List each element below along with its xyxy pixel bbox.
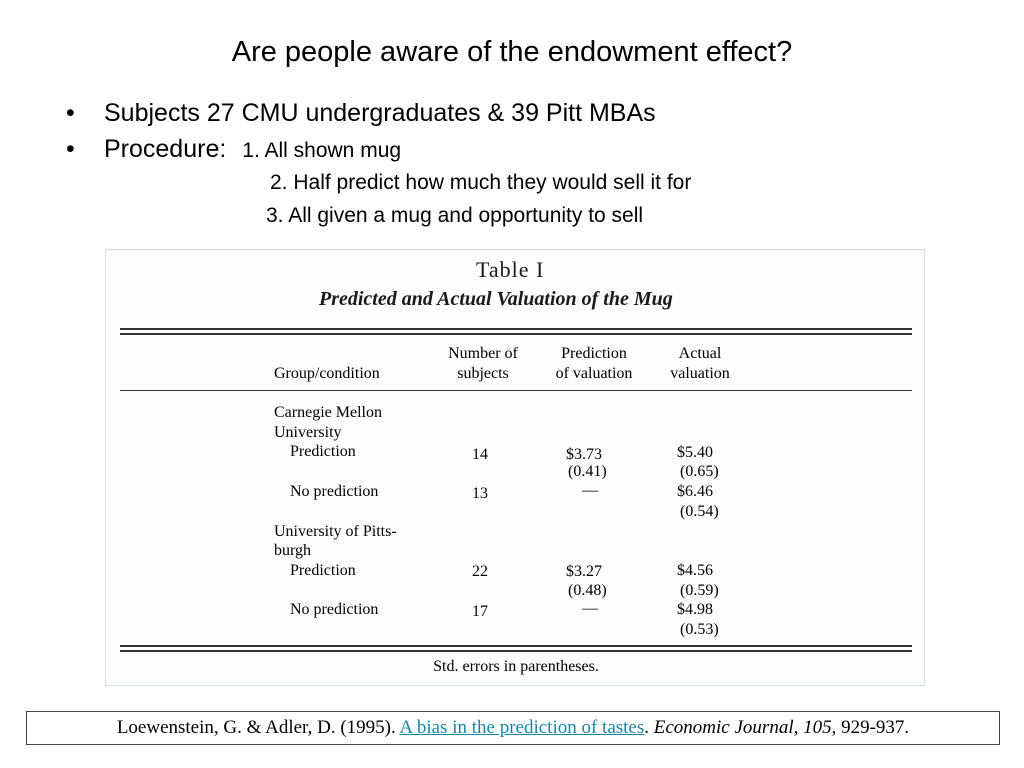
citation-authors: Loewenstein, G. & Adler, D. (1995). (116, 717, 400, 738)
header-actual (660, 344, 740, 384)
table-top-rule (120, 328, 912, 330)
citation-box (26, 711, 1000, 745)
cell-actual: $4.98 (677, 601, 713, 618)
table-image (105, 249, 925, 686)
cell-actual: $6.46 (677, 483, 713, 500)
cell-prediction: $3.73 (566, 446, 602, 463)
bullet-subjects-text: Subjects 27 CMU undergraduates & 39 Pitt MBAs (104, 99, 656, 127)
group-name: burgh (274, 542, 312, 559)
procedure-step-2: 2. Half predict how much they would sell it for (270, 171, 692, 194)
table-bottom-rule (120, 650, 912, 652)
cell-n: 17 (472, 603, 488, 620)
group-name: University of Pitts- (274, 523, 397, 540)
bullet-procedure (66, 135, 401, 164)
group-name: University (274, 424, 342, 441)
condition-label: No prediction (290, 483, 379, 500)
cell-actual-se: (0.59) (680, 582, 719, 599)
cell-actual-se: (0.65) (680, 463, 719, 480)
header-text: Prediction (561, 345, 627, 362)
procedure-step-1: 1. All shown mug (242, 139, 402, 162)
header-text: subjects (457, 365, 509, 382)
table-header-rule (120, 390, 912, 391)
procedure-step-3: 3. All given a mug and opportunity to sell (266, 204, 644, 227)
header-text: valuation (670, 365, 730, 382)
table-top-rule (120, 333, 912, 335)
bullet-dot: • (66, 135, 75, 163)
cell-prediction-se: (0.48) (568, 582, 607, 599)
bullet-subjects (66, 99, 656, 128)
cell-prediction: — (582, 600, 598, 617)
table-footnote: Std. errors in parentheses. (433, 658, 599, 675)
table-caption: Predicted and Actual Valuation of the Mug (319, 288, 673, 310)
table-number: Table I (476, 257, 545, 282)
group-name: Carnegie Mellon (274, 404, 382, 421)
citation-link[interactable]: A bias in the prediction of tastes (399, 717, 645, 738)
header-text: of valuation (555, 365, 633, 382)
cell-n: 13 (472, 485, 488, 502)
citation-pages: , 929-937. (831, 717, 910, 738)
cell-actual: $5.40 (677, 444, 713, 461)
slide-title: Are people aware of the endowment effect? (231, 36, 793, 68)
cell-prediction: — (582, 482, 598, 499)
cell-prediction: $3.27 (566, 563, 602, 580)
header-group: Group/condition (274, 365, 380, 382)
table-bottom-rule (120, 645, 912, 647)
procedure-label: Procedure: (104, 135, 227, 163)
header-text: Number of (448, 345, 518, 362)
cell-actual-se: (0.53) (680, 621, 719, 638)
cell-n: 22 (472, 563, 488, 580)
cell-prediction-se: (0.41) (568, 463, 607, 480)
cell-actual-se: (0.54) (680, 503, 719, 520)
cell-n: 14 (472, 446, 488, 463)
citation-separator: . (644, 717, 654, 738)
condition-label: Prediction (290, 562, 356, 579)
citation-journal: Economic Journal, 105 (653, 717, 832, 738)
header-number-of-subjects (438, 344, 528, 384)
cell-actual: $4.56 (677, 562, 713, 579)
bullet-dot: • (66, 99, 75, 127)
condition-label: No prediction (290, 601, 379, 618)
header-prediction (544, 344, 644, 384)
header-text: Actual (678, 345, 722, 362)
condition-label: Prediction (290, 443, 356, 460)
